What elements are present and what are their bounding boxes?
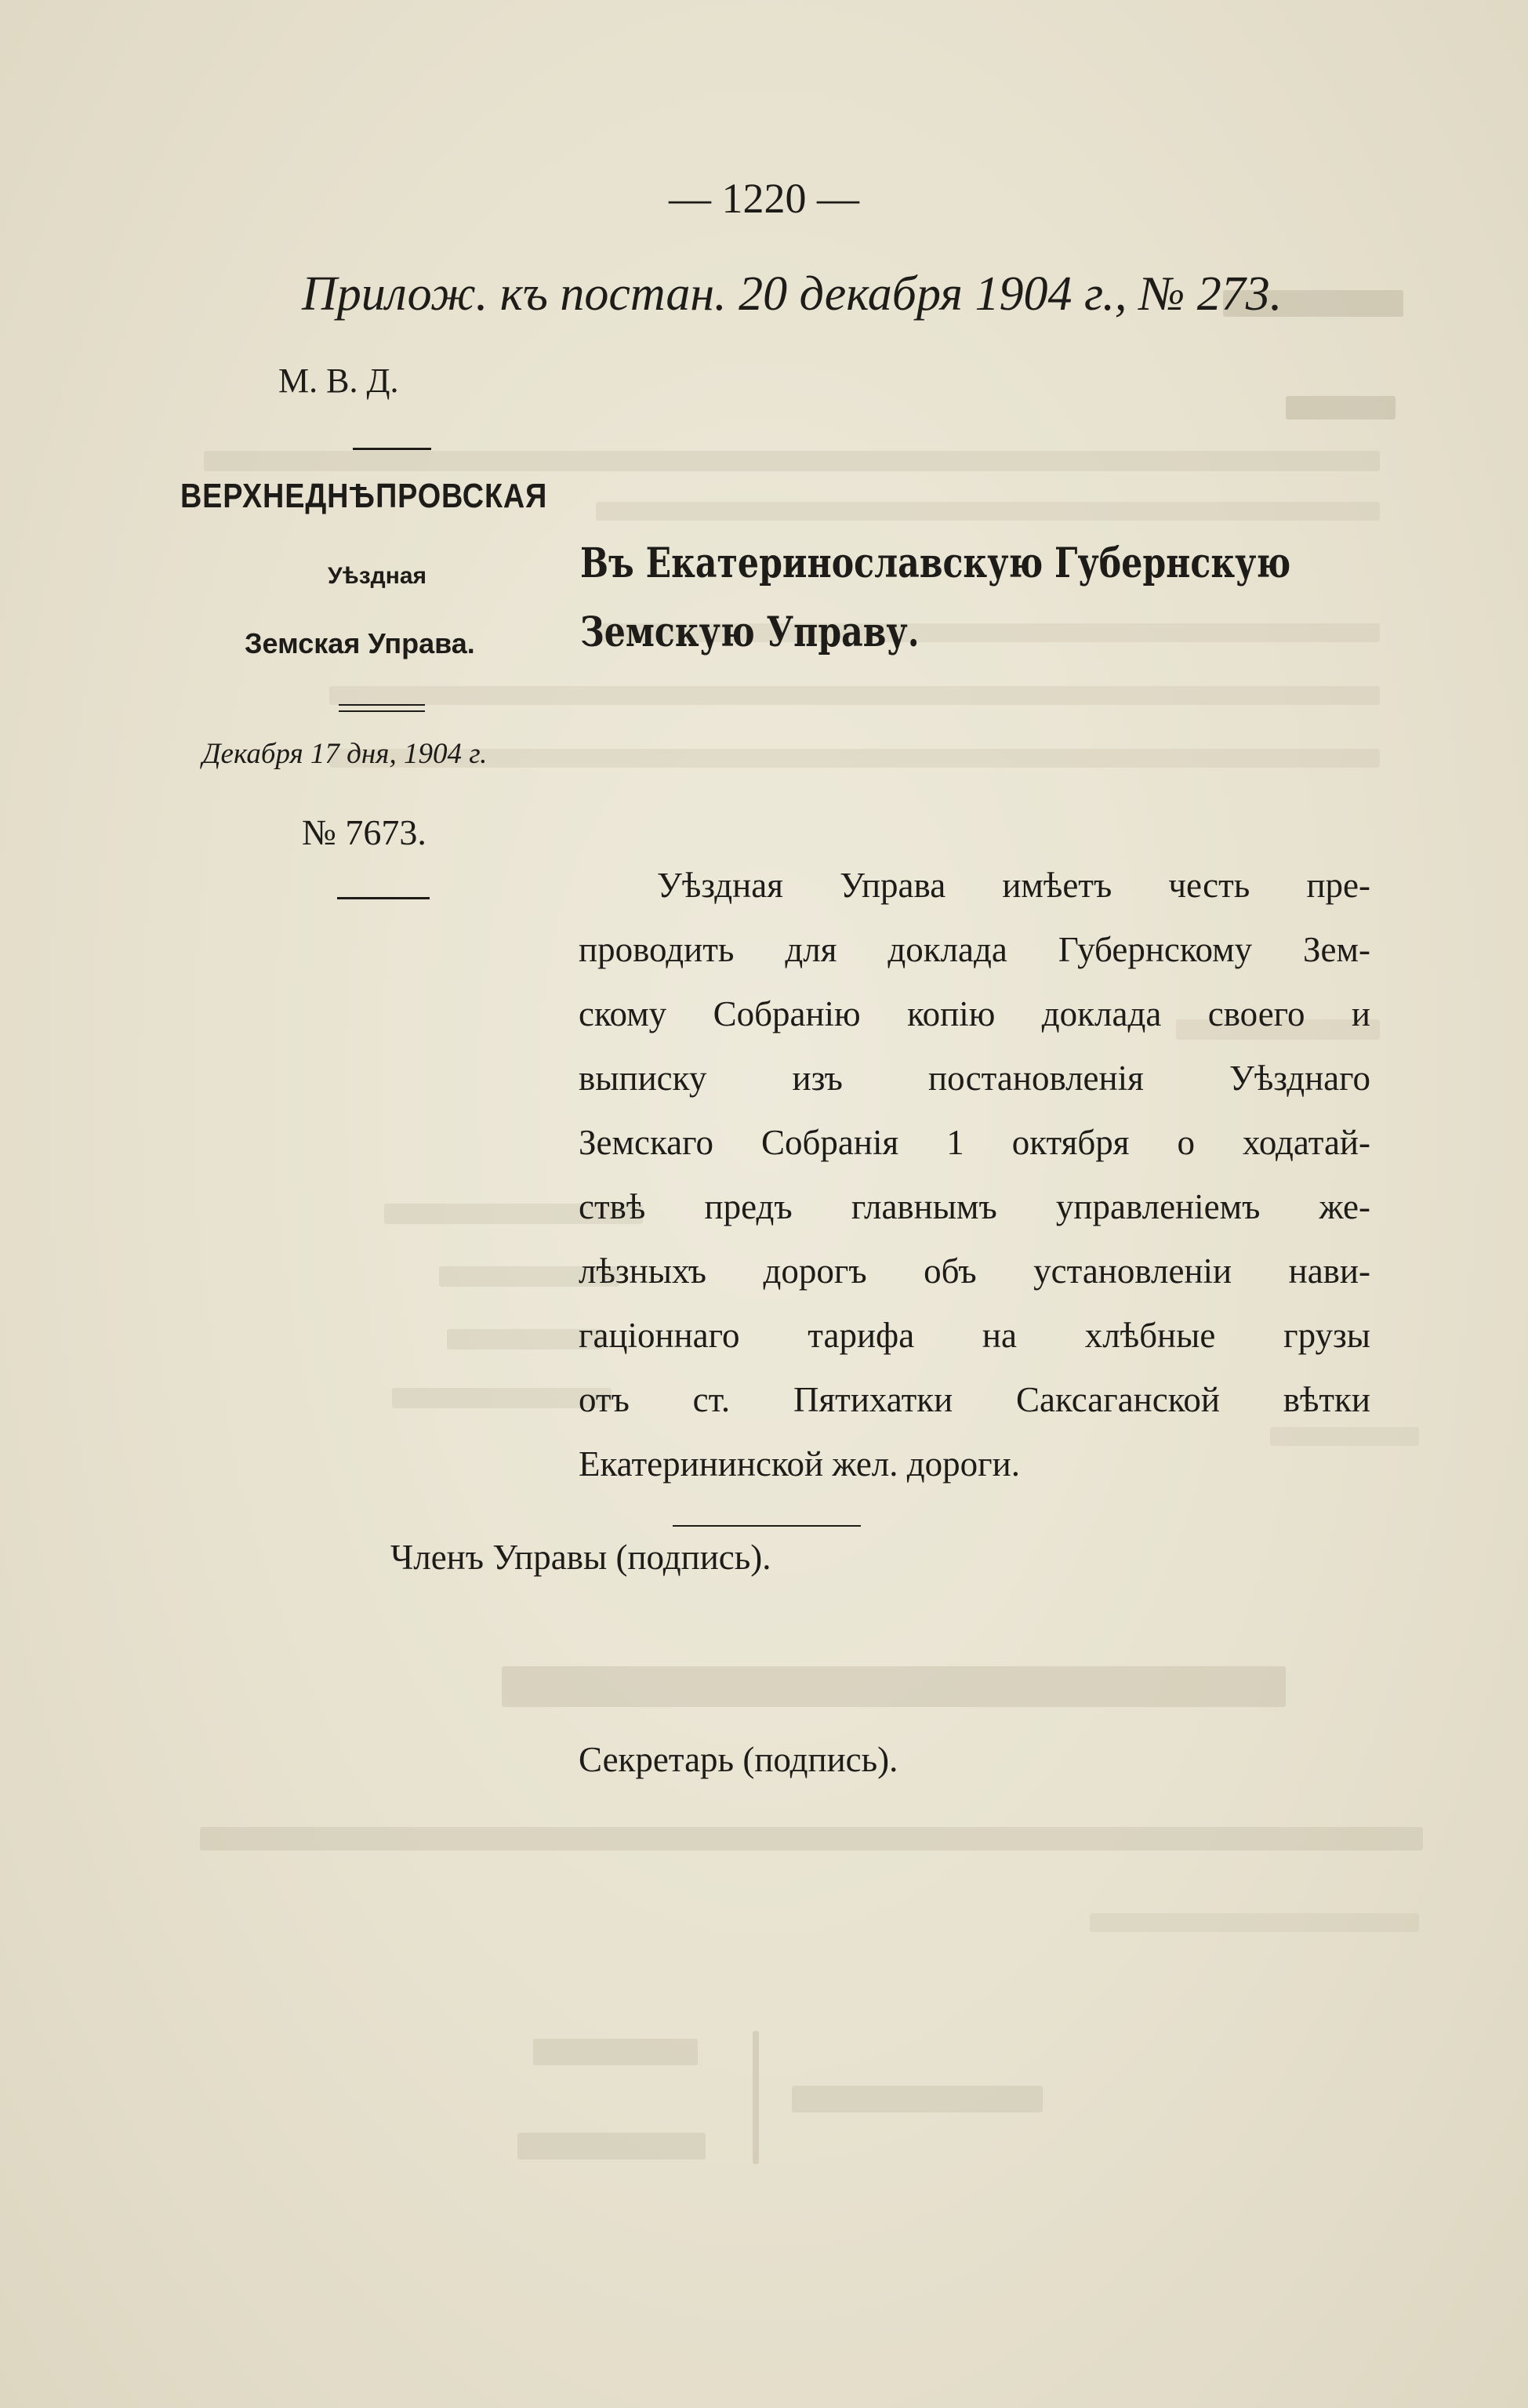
divider [353, 448, 431, 450]
header-line: Прилож. къ постан. 20 декабря 1904 г., № 273. [302, 267, 1283, 321]
signature-secretary: Секретарь (подпись). [579, 1740, 898, 1779]
body-line: Земскаго Собранія 1 октября о ходатай- [579, 1123, 1370, 1162]
body-line: проводить для доклада Губернскому Зем- [579, 930, 1370, 969]
body-line: гаціоннаго тарифа на хлѣбные грузы [579, 1316, 1370, 1355]
divider [337, 897, 430, 899]
addressee-line: Земскую Управу. [580, 608, 920, 656]
letter-date: Декабря 17 дня, 1904 г. [202, 738, 488, 770]
divider [673, 1525, 861, 1527]
signature-member: Членъ Управы (подпись). [390, 1538, 771, 1577]
body-line: отъ ст. Пятихатки Саксаганской вѣтки [579, 1380, 1370, 1419]
office-name: ВЕРХНЕДНѢПРОВСКАЯ [180, 477, 548, 515]
page-number: — 1220 — [669, 175, 859, 222]
body-line: ствѣ предъ главнымъ управленіемъ же- [579, 1187, 1370, 1226]
letter-number: № 7673. [302, 812, 426, 852]
double-divider [339, 704, 425, 712]
addressee-line: Въ Екатеринославскую Губернскую [580, 539, 1291, 587]
body-line: Екатерининской жел. дороги. [579, 1444, 1020, 1484]
office-subtitle: Уѣздная [328, 563, 427, 589]
ministry-label: М. В. Д. [278, 361, 399, 400]
addressee [580, 529, 1290, 667]
body-line: выписку изъ постановленія Уѣзднаго [579, 1059, 1370, 1098]
body-line: скому Собранію копію доклада своего и [579, 994, 1370, 1033]
letter-body [579, 853, 1370, 1496]
office-title: Земская Управа. [245, 627, 475, 659]
body-line: Уѣздная Управа имѣетъ честь пре- [657, 866, 1370, 905]
body-line: лѣзныхъ дорогъ объ установленіи нави- [579, 1251, 1370, 1291]
